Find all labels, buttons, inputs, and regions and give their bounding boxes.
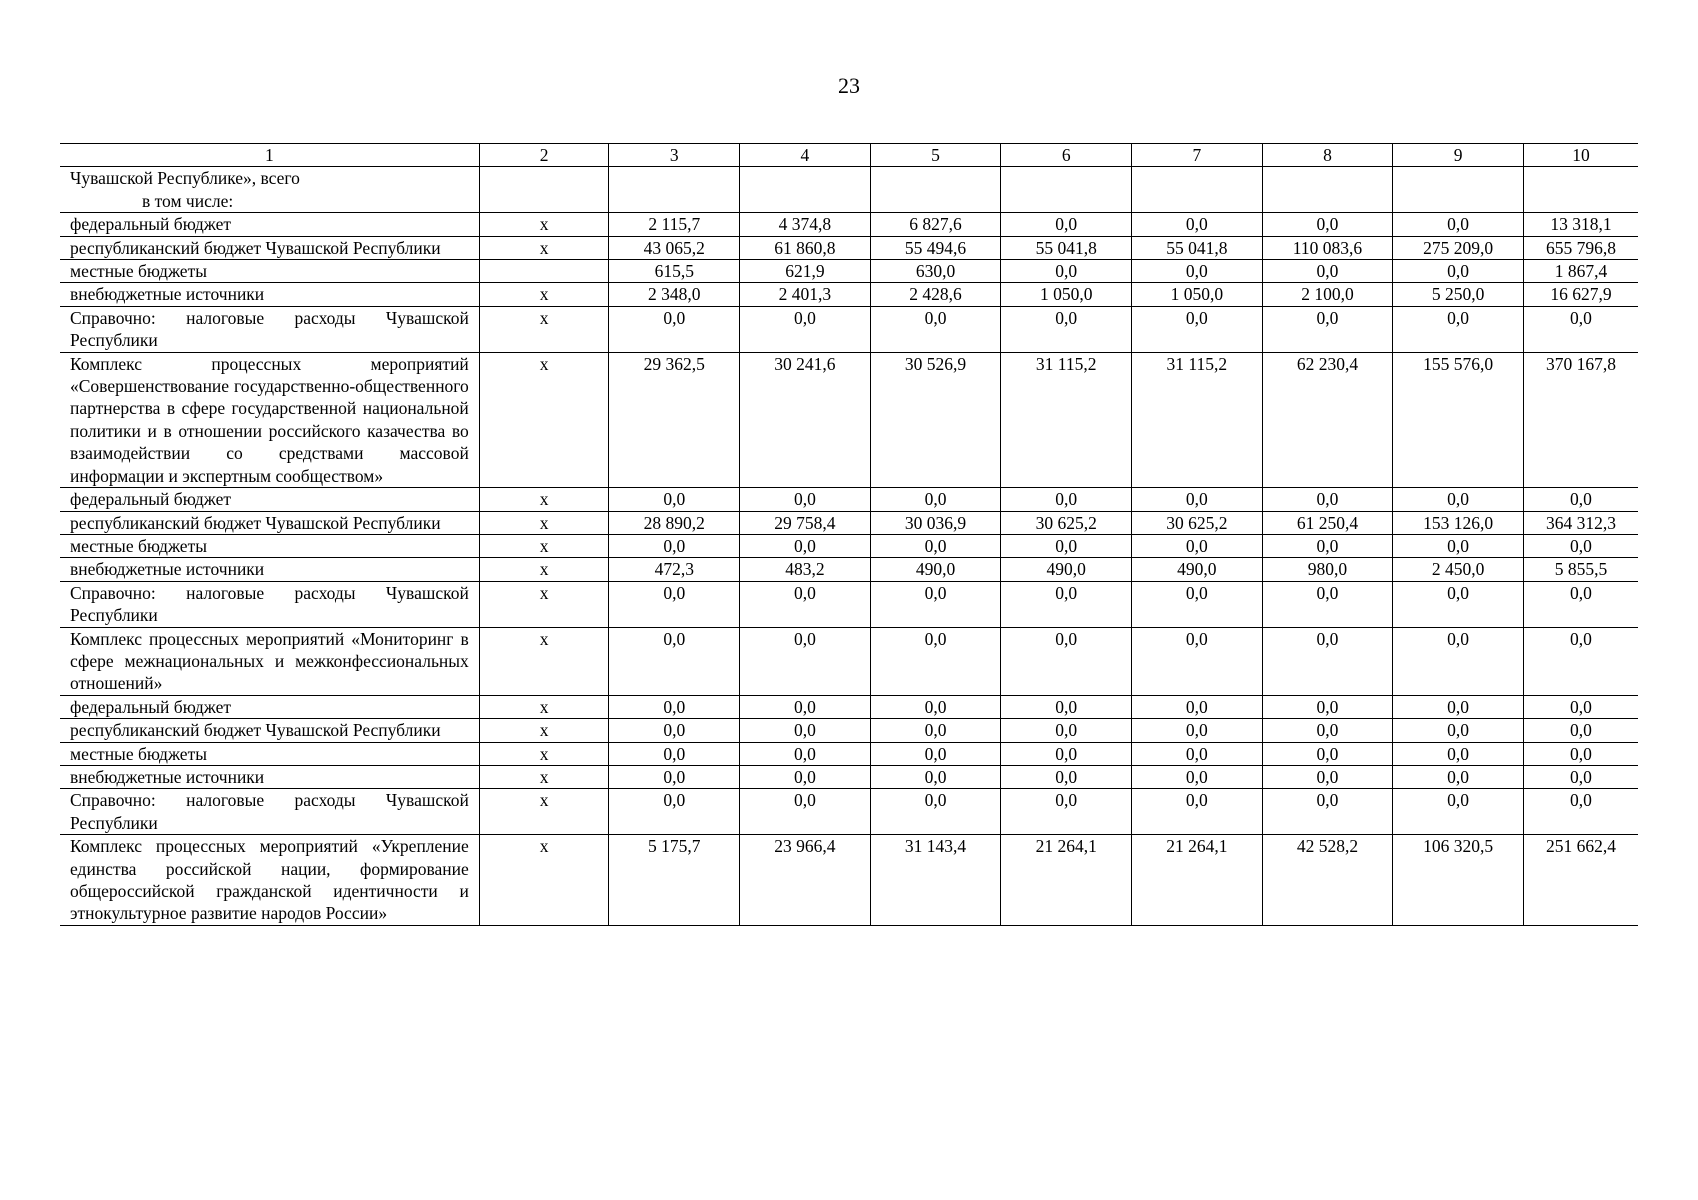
value-cell: 1 050,0 bbox=[1001, 283, 1132, 306]
value-cell: 155 576,0 bbox=[1393, 352, 1524, 487]
value-cell: 0,0 bbox=[1262, 719, 1393, 742]
value-cell: 0,0 bbox=[609, 719, 740, 742]
value-cell: 0,0 bbox=[1001, 260, 1132, 283]
value-cell: 61 860,8 bbox=[740, 236, 871, 259]
row-label-text: Чувашской Республике», всего bbox=[70, 168, 300, 189]
code-cell: x bbox=[479, 627, 609, 695]
budget-table bbox=[60, 143, 1638, 926]
value-cell: 2 401,3 bbox=[740, 283, 871, 306]
value-cell: 0,0 bbox=[870, 488, 1001, 511]
value-cell: 0,0 bbox=[870, 765, 1001, 788]
value-cell: 55 041,8 bbox=[1001, 236, 1132, 259]
value-cell: 0,0 bbox=[609, 306, 740, 352]
value-cell: 1 867,4 bbox=[1523, 260, 1638, 283]
table-row bbox=[60, 719, 1638, 742]
value-cell: 0,0 bbox=[1001, 695, 1132, 718]
header-cell: 3 bbox=[609, 144, 740, 167]
header-cell: 8 bbox=[1262, 144, 1393, 167]
row-label bbox=[60, 213, 479, 236]
code-cell bbox=[479, 167, 609, 213]
value-cell: 0,0 bbox=[1001, 306, 1132, 352]
row-label-text: Справочно: налоговые расходы Чувашской Республики bbox=[70, 307, 469, 351]
row-label bbox=[60, 789, 479, 835]
value-cell: 0,0 bbox=[1262, 306, 1393, 352]
value-cell: 0,0 bbox=[870, 742, 1001, 765]
value-cell: 0,0 bbox=[1523, 765, 1638, 788]
row-label bbox=[60, 352, 479, 487]
value-cell: 0,0 bbox=[740, 742, 871, 765]
value-cell: 0,0 bbox=[1132, 765, 1263, 788]
row-label-text: республиканский бюджет Чувашской Республики bbox=[70, 237, 441, 258]
value-cell: 0,0 bbox=[1523, 581, 1638, 627]
value-cell: 55 041,8 bbox=[1132, 236, 1263, 259]
code-cell: x bbox=[479, 352, 609, 487]
header-cell: 5 bbox=[870, 144, 1001, 167]
value-cell: 251 662,4 bbox=[1523, 835, 1638, 926]
table-row bbox=[60, 236, 1638, 259]
value-cell: 483,2 bbox=[740, 558, 871, 581]
row-label-text: федеральный бюджет bbox=[70, 214, 232, 235]
value-cell: 31 115,2 bbox=[1001, 352, 1132, 487]
value-cell: 0,0 bbox=[1132, 306, 1263, 352]
table-row bbox=[60, 213, 1638, 236]
value-cell: 0,0 bbox=[1523, 534, 1638, 557]
row-label bbox=[60, 260, 479, 283]
value-cell: 0,0 bbox=[1262, 581, 1393, 627]
value-cell: 0,0 bbox=[740, 581, 871, 627]
value-cell: 275 209,0 bbox=[1393, 236, 1524, 259]
row-label bbox=[60, 283, 479, 306]
value-cell: 55 494,6 bbox=[870, 236, 1001, 259]
value-cell: 0,0 bbox=[1393, 306, 1524, 352]
value-cell: 0,0 bbox=[1262, 213, 1393, 236]
row-label bbox=[60, 236, 479, 259]
table-row bbox=[60, 534, 1638, 557]
value-cell bbox=[1001, 167, 1132, 213]
value-cell: 0,0 bbox=[1523, 742, 1638, 765]
value-cell: 364 312,3 bbox=[1523, 511, 1638, 534]
header-cell: 2 bbox=[479, 144, 609, 167]
value-cell: 29 362,5 bbox=[609, 352, 740, 487]
header-row bbox=[60, 144, 1638, 167]
row-label-text: Комплекс процессных мероприятий «Мониторинг в сфере межнациональных и межконфессиональных отношений» bbox=[70, 628, 469, 694]
value-cell: 0,0 bbox=[1523, 695, 1638, 718]
value-cell: 0,0 bbox=[1001, 719, 1132, 742]
row-label-text: внебюджетные источники bbox=[70, 766, 265, 787]
value-cell: 0,0 bbox=[1523, 789, 1638, 835]
value-cell: 5 855,5 bbox=[1523, 558, 1638, 581]
code-cell: x bbox=[479, 488, 609, 511]
value-cell: 30 526,9 bbox=[870, 352, 1001, 487]
value-cell: 0,0 bbox=[1001, 581, 1132, 627]
code-cell: x bbox=[479, 213, 609, 236]
value-cell: 0,0 bbox=[740, 719, 871, 742]
value-cell bbox=[1393, 167, 1524, 213]
row-label-text: федеральный бюджет bbox=[70, 489, 232, 510]
code-cell: x bbox=[479, 306, 609, 352]
value-cell bbox=[870, 167, 1001, 213]
row-label bbox=[60, 558, 479, 581]
row-label-text: местные бюджеты bbox=[70, 743, 207, 764]
value-cell: 0,0 bbox=[1001, 765, 1132, 788]
table-body bbox=[60, 144, 1638, 926]
code-cell: x bbox=[479, 789, 609, 835]
value-cell: 0,0 bbox=[740, 695, 871, 718]
value-cell: 0,0 bbox=[1393, 627, 1524, 695]
value-cell: 0,0 bbox=[1523, 306, 1638, 352]
code-cell: x bbox=[479, 558, 609, 581]
value-cell: 0,0 bbox=[1523, 627, 1638, 695]
value-cell: 0,0 bbox=[1001, 534, 1132, 557]
row-label-text: республиканский бюджет Чувашской Республики bbox=[70, 720, 441, 741]
row-label bbox=[60, 742, 479, 765]
value-cell: 42 528,2 bbox=[1262, 835, 1393, 926]
row-label-text: федеральный бюджет bbox=[70, 696, 232, 717]
value-cell: 0,0 bbox=[609, 627, 740, 695]
code-cell: x bbox=[479, 719, 609, 742]
value-cell: 0,0 bbox=[1001, 488, 1132, 511]
value-cell bbox=[1523, 167, 1638, 213]
header-cell: 7 bbox=[1132, 144, 1263, 167]
value-cell: 0,0 bbox=[740, 765, 871, 788]
value-cell: 0,0 bbox=[870, 581, 1001, 627]
value-cell: 0,0 bbox=[1132, 213, 1263, 236]
value-cell: 0,0 bbox=[1262, 534, 1393, 557]
value-cell: 0,0 bbox=[609, 789, 740, 835]
value-cell: 43 065,2 bbox=[609, 236, 740, 259]
value-cell: 0,0 bbox=[1132, 695, 1263, 718]
value-cell: 0,0 bbox=[1393, 765, 1524, 788]
value-cell: 370 167,8 bbox=[1523, 352, 1638, 487]
value-cell: 980,0 bbox=[1262, 558, 1393, 581]
value-cell: 0,0 bbox=[1262, 488, 1393, 511]
value-cell bbox=[740, 167, 871, 213]
value-cell: 2 428,6 bbox=[870, 283, 1001, 306]
value-cell: 110 083,6 bbox=[1262, 236, 1393, 259]
value-cell: 0,0 bbox=[1523, 488, 1638, 511]
table-row bbox=[60, 742, 1638, 765]
value-cell bbox=[1132, 167, 1263, 213]
value-cell: 0,0 bbox=[870, 695, 1001, 718]
value-cell: 0,0 bbox=[740, 306, 871, 352]
value-cell: 16 627,9 bbox=[1523, 283, 1638, 306]
table-row bbox=[60, 581, 1638, 627]
page-number: 23 bbox=[838, 73, 860, 98]
code-cell: x bbox=[479, 283, 609, 306]
value-cell: 0,0 bbox=[609, 765, 740, 788]
value-cell: 0,0 bbox=[1393, 488, 1524, 511]
value-cell: 62 230,4 bbox=[1262, 352, 1393, 487]
value-cell: 655 796,8 bbox=[1523, 236, 1638, 259]
header-cell: 9 bbox=[1393, 144, 1524, 167]
value-cell: 0,0 bbox=[1001, 627, 1132, 695]
value-cell: 30 241,6 bbox=[740, 352, 871, 487]
value-cell: 31 115,2 bbox=[1132, 352, 1263, 487]
row-label-text: Справочно: налоговые расходы Чувашской Республики bbox=[70, 582, 469, 626]
row-label bbox=[60, 719, 479, 742]
value-cell: 0,0 bbox=[740, 627, 871, 695]
code-cell bbox=[479, 260, 609, 283]
value-cell: 0,0 bbox=[870, 306, 1001, 352]
value-cell: 0,0 bbox=[609, 581, 740, 627]
value-cell: 0,0 bbox=[1393, 719, 1524, 742]
header-cell: 6 bbox=[1001, 144, 1132, 167]
value-cell: 6 827,6 bbox=[870, 213, 1001, 236]
value-cell: 13 318,1 bbox=[1523, 213, 1638, 236]
value-cell: 21 264,1 bbox=[1001, 835, 1132, 926]
value-cell: 0,0 bbox=[1132, 260, 1263, 283]
value-cell: 0,0 bbox=[1262, 695, 1393, 718]
value-cell: 0,0 bbox=[1132, 627, 1263, 695]
value-cell: 61 250,4 bbox=[1262, 511, 1393, 534]
header-cell: 1 bbox=[60, 144, 479, 167]
row-label-text: Комплекс процессных мероприятий «Укрепление единства российской нации, формирование общероссийской гражданской идентичности и этнокультурное развитие народов России» bbox=[70, 836, 469, 924]
value-cell: 5 250,0 bbox=[1393, 283, 1524, 306]
value-cell bbox=[1262, 167, 1393, 213]
row-label-text: внебюджетные источники bbox=[70, 559, 265, 580]
value-cell: 0,0 bbox=[740, 488, 871, 511]
value-cell: 0,0 bbox=[1262, 742, 1393, 765]
row-label-sub: в том числе: bbox=[142, 190, 234, 211]
value-cell: 0,0 bbox=[1393, 213, 1524, 236]
value-cell: 490,0 bbox=[870, 558, 1001, 581]
code-cell: x bbox=[479, 742, 609, 765]
code-cell: x bbox=[479, 236, 609, 259]
table-row bbox=[60, 789, 1638, 835]
value-cell: 0,0 bbox=[870, 534, 1001, 557]
row-label bbox=[60, 835, 479, 926]
value-cell: 0,0 bbox=[870, 627, 1001, 695]
table-row bbox=[60, 627, 1638, 695]
table-row bbox=[60, 558, 1638, 581]
row-label bbox=[60, 627, 479, 695]
row-label bbox=[60, 765, 479, 788]
value-cell bbox=[609, 167, 740, 213]
value-cell: 0,0 bbox=[1393, 260, 1524, 283]
value-cell: 621,9 bbox=[740, 260, 871, 283]
value-cell: 0,0 bbox=[609, 488, 740, 511]
code-cell: x bbox=[479, 581, 609, 627]
value-cell: 0,0 bbox=[1393, 789, 1524, 835]
row-label bbox=[60, 534, 479, 557]
value-cell: 0,0 bbox=[870, 789, 1001, 835]
value-cell: 5 175,7 bbox=[609, 835, 740, 926]
value-cell: 0,0 bbox=[740, 534, 871, 557]
code-cell: x bbox=[479, 695, 609, 718]
row-label-text: местные бюджеты bbox=[70, 535, 207, 556]
value-cell: 0,0 bbox=[1393, 534, 1524, 557]
row-label-text: Справочно: налоговые расходы Чувашской Республики bbox=[70, 790, 469, 833]
value-cell: 2 348,0 bbox=[609, 283, 740, 306]
row-label-text: внебюджетные источники bbox=[70, 284, 265, 305]
value-cell: 490,0 bbox=[1001, 558, 1132, 581]
value-cell: 0,0 bbox=[609, 534, 740, 557]
header-cell: 4 bbox=[740, 144, 871, 167]
value-cell: 1 050,0 bbox=[1132, 283, 1263, 306]
table-row bbox=[60, 835, 1638, 926]
value-cell: 2 450,0 bbox=[1393, 558, 1524, 581]
value-cell: 0,0 bbox=[1262, 627, 1393, 695]
table-row bbox=[60, 306, 1638, 352]
value-cell: 0,0 bbox=[609, 742, 740, 765]
value-cell: 153 126,0 bbox=[1393, 511, 1524, 534]
row-label bbox=[60, 167, 479, 213]
code-cell: x bbox=[479, 534, 609, 557]
table-row bbox=[60, 511, 1638, 534]
value-cell: 2 115,7 bbox=[609, 213, 740, 236]
value-cell: 0,0 bbox=[1132, 581, 1263, 627]
row-label-text: местные бюджеты bbox=[70, 261, 207, 282]
value-cell: 615,5 bbox=[609, 260, 740, 283]
value-cell: 630,0 bbox=[870, 260, 1001, 283]
value-cell: 0,0 bbox=[1132, 742, 1263, 765]
value-cell: 4 374,8 bbox=[740, 213, 871, 236]
table-row bbox=[60, 352, 1638, 487]
row-label bbox=[60, 695, 479, 718]
value-cell: 0,0 bbox=[1001, 213, 1132, 236]
value-cell: 0,0 bbox=[1523, 719, 1638, 742]
value-cell: 0,0 bbox=[740, 789, 871, 835]
row-label-text: республиканский бюджет Чувашской Республики bbox=[70, 512, 441, 533]
header-cell: 10 bbox=[1523, 144, 1638, 167]
value-cell: 0,0 bbox=[609, 695, 740, 718]
value-cell: 30 625,2 bbox=[1001, 511, 1132, 534]
code-cell: x bbox=[479, 765, 609, 788]
value-cell: 31 143,4 bbox=[870, 835, 1001, 926]
value-cell: 0,0 bbox=[1262, 765, 1393, 788]
row-label bbox=[60, 488, 479, 511]
table-row bbox=[60, 167, 1638, 213]
code-cell: x bbox=[479, 835, 609, 926]
value-cell: 0,0 bbox=[1001, 789, 1132, 835]
value-cell: 0,0 bbox=[1393, 742, 1524, 765]
table-row bbox=[60, 695, 1638, 718]
value-cell: 0,0 bbox=[870, 719, 1001, 742]
value-cell: 0,0 bbox=[1132, 789, 1263, 835]
value-cell: 23 966,4 bbox=[740, 835, 871, 926]
value-cell: 30 625,2 bbox=[1132, 511, 1263, 534]
value-cell: 0,0 bbox=[1262, 260, 1393, 283]
value-cell: 0,0 bbox=[1132, 534, 1263, 557]
table-row bbox=[60, 765, 1638, 788]
value-cell: 28 890,2 bbox=[609, 511, 740, 534]
value-cell: 472,3 bbox=[609, 558, 740, 581]
value-cell: 2 100,0 bbox=[1262, 283, 1393, 306]
row-label bbox=[60, 511, 479, 534]
table-row bbox=[60, 488, 1638, 511]
value-cell: 0,0 bbox=[1132, 719, 1263, 742]
row-label-text: Комплекс процессных мероприятий «Совершенствование государственно-общественного партнерства в сфере государственной национальной политики и в отношении российского казачества во взаимодействии со средствами массовой информации и экспертным сообществом» bbox=[70, 353, 469, 486]
value-cell: 30 036,9 bbox=[870, 511, 1001, 534]
value-cell: 0,0 bbox=[1393, 581, 1524, 627]
value-cell: 21 264,1 bbox=[1132, 835, 1263, 926]
value-cell: 0,0 bbox=[1132, 488, 1263, 511]
value-cell: 106 320,5 bbox=[1393, 835, 1524, 926]
value-cell: 490,0 bbox=[1132, 558, 1263, 581]
value-cell: 29 758,4 bbox=[740, 511, 871, 534]
value-cell: 0,0 bbox=[1393, 695, 1524, 718]
code-cell: x bbox=[479, 511, 609, 534]
table-row bbox=[60, 260, 1638, 283]
value-cell: 0,0 bbox=[1262, 789, 1393, 835]
table-row bbox=[60, 283, 1638, 306]
row-label bbox=[60, 306, 479, 352]
value-cell: 0,0 bbox=[1001, 742, 1132, 765]
row-label bbox=[60, 581, 479, 627]
